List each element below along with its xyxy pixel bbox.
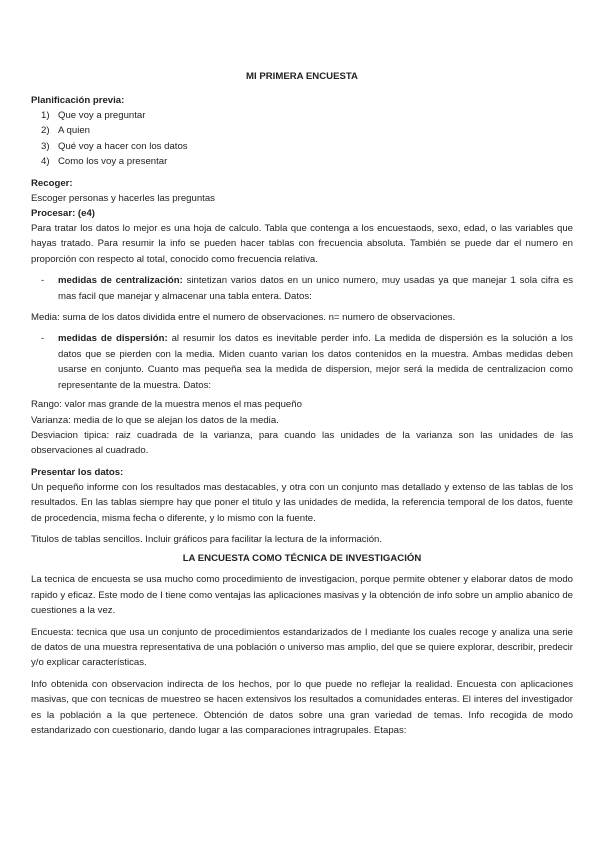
encuesta-paragraph-3: Info obtenida con observacion indirecta de los hechos, por lo que puede no reflejar la realidad. Encuesta con aplicaciones masivas, que con tecnicas de muestreo se hacen extensivos los resultados a comunidades enteras. El interes del investigador es la población a la que pertenece. Obtención de datos sobre una gran variedad de temas. Info recogida de modo estandarizado con cuestionario, dando lugar a las comparaciones intragrupales. Etapas: [31, 678, 573, 736]
list-item: 4) Como los voy a presentar [41, 156, 168, 168]
planificacion-list [31, 108, 573, 170]
centralizacion-text: sintetizan varios datos en un unico numero, muy usadas ya que manejar 1 sola cifra es mas facil que manejar y almacenar una tabla entera. Datos: [58, 275, 574, 302]
presentar-text-2: Titulos de tablas sencillos. Incluir gráficos para facilitar la lectura de la información. [31, 533, 383, 545]
recoger-heading: Recoger: [31, 177, 73, 189]
rango-text: Rango: valor mas grande de la muestra menos el mas pequeño [31, 399, 302, 411]
desviacion-text: Desviacion tipica: raiz cuadrada de la varianza, para cuando las unidades de la varianza son las unidades de las observaciones al cuadrado. [31, 429, 573, 457]
bullet-dash: - [41, 333, 45, 345]
media-text: Media: suma de los datos dividida entre el numero de observaciones. n= numero de observaciones. [31, 312, 456, 324]
recoger-text: Escoger personas y hacerles las preguntas [31, 192, 215, 204]
list-item: 2) A quien [41, 125, 91, 137]
encuesta-paragraph-1: La tecnica de encuesta se usa mucho como procedimiento de investigacion, porque permite obtener y elaborar datos de modo rapido y eficaz. Este modo de I tiene como ventajas las aplicaciones masivas y la obtención de info sobre un amplio abanico de cuestiones a la vez. [31, 574, 573, 617]
document-page [31, 71, 573, 738]
varianza-text: Varianza: media de lo que se alejan los datos de la media. [31, 414, 279, 426]
encuesta-paragraph-2: Encuesta: tecnica que usa un conjunto de procedimientos estandarizados de I mediante los cuales recoge y analiza una serie de datos de una muestra representativa de una población o universo mas amplio, del que se quiere explorar, describir, predecir y/o explicar características. [31, 626, 573, 669]
list-item: 1) Que voy a preguntar [41, 110, 146, 121]
procesar-text: Para tratar los datos lo mejor es una hoja de calculo. Tabla que contenga a los encuestaods, sexo, edad, o las variables que hayas tratado. Para resumir la info se pueden hacer tablas con frecuencia absoluta. También se puede dar el numero en proporción con respecto al total, conocido como frecuencia relativa. [31, 223, 573, 265]
document-title: MI PRIMERA ENCUESTA [246, 71, 358, 82]
dispersion-bullet [31, 331, 573, 393]
dispersion-label: medidas de dispersión: [58, 333, 168, 345]
procesar-heading: Procesar: (e4) [31, 208, 95, 220]
planificacion-heading: Planificación previa: [31, 95, 125, 106]
dispersion-text: al resumir los datos es inevitable perder info. La medida de dispersión es la solución a los datos que se pierden con la media. Miden cuanto varian los datos contenidos en la muestra. Ambas medidas deben usarse en conjunto. Cuanto mas pequeña sea la medida de dispersion, mejor será la medida de centralizacion como representante de la muestra. Datos: [58, 333, 573, 391]
encuesta-heading: LA ENCUESTA COMO TÉCNICA DE INVESTIGACIÓN [182, 553, 422, 565]
centralizacion-bullet [31, 273, 573, 304]
list-item: 3) Qué voy a hacer con los datos [41, 140, 188, 152]
presentar-text: Un pequeño informe con los resultados mas destacables, y otra con un conjunto mas detallado y extenso de las tablas de los resultados. En las tablas siempre hay que poner el titulo y las unidades de medida, la referencia temporal de los datos, fuente de procedencia, misma fecha o diferente, y lo mismo con la fuente. [31, 481, 573, 524]
centralizacion-label: medidas de centralización: [58, 275, 183, 287]
presentar-heading: Presentar los datos: [31, 466, 124, 478]
bullet-dash: - [41, 275, 45, 287]
